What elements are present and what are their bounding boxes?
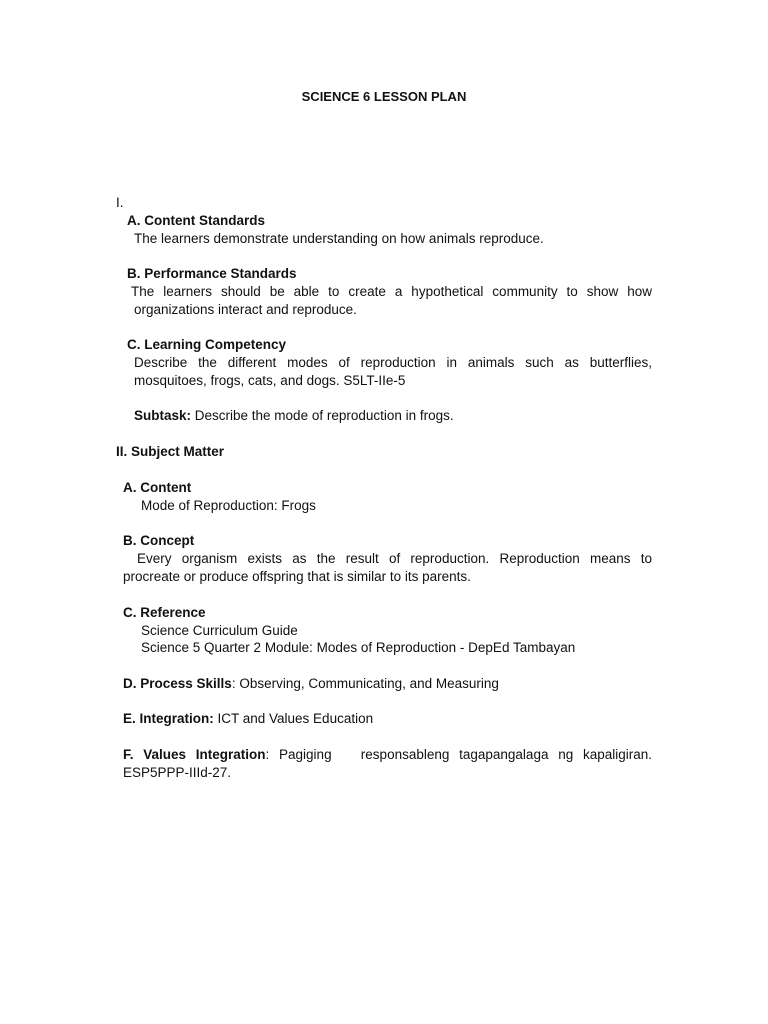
performance-standards-text-line2: organizations interact and reproduce. [134,302,357,317]
concept-text-line2: procreate or produce offspring that is similar to its parents. [123,569,471,584]
reference-heading: C. Reference [123,605,206,620]
document-title: SCIENCE 6 LESSON PLAN [301,89,467,104]
integration-text: ICT and Values Education [213,711,374,726]
subtask-label: Subtask: [134,408,192,423]
learning-competency-heading: C. Learning Competency [127,337,287,352]
process-skills-label: D. Process Skills [123,676,232,691]
subject-matter-heading: II. Subject Matter [116,444,225,459]
reference-item-2: Science 5 Quarter 2 Module: Modes of Reproduction - DepEd Tambayan [141,640,576,655]
concept-heading: B. Concept [123,533,195,548]
section-1-number: I. [116,195,124,210]
process-skills-line [123,675,499,693]
values-integration-line [123,746,652,764]
content-heading: A. Content [123,480,192,495]
integration-line [123,710,373,728]
values-integration-label: F. Values Integration [123,747,266,762]
concept-text-line1: Every organism exists as the result of reproduction. Reproduction means to [137,551,652,566]
content-text: Mode of Reproduction: Frogs [141,498,316,513]
content-standards-heading: A. Content Standards [127,213,266,228]
values-integration-text-line1: : Pagiging responsableng tagapangalaga ng kapaligiran. [265,747,653,762]
process-skills-text: : Observing, Communicating, and Measuring [231,676,499,691]
learning-competency-text-line2: mosquitoes, frogs, cats, and dogs. S5LT-IIe-5 [134,373,406,388]
subtask-line [134,407,454,425]
reference-item-1: Science Curriculum Guide [141,623,298,638]
performance-standards-heading: B. Performance Standards [127,266,297,281]
content-standards-text: The learners demonstrate understanding on how animals reproduce. [134,231,544,246]
performance-standards-text-line1: The learners should be able to create a hypothetical community to show how [131,284,652,299]
subtask-text: Describe the mode of reproduction in frogs. [191,408,454,423]
values-integration-text-line2: ESP5PPP-IIId-27. [123,765,232,780]
integration-label: E. Integration: [123,711,214,726]
learning-competency-text-line1: Describe the different modes of reproduction in animals such as butterflies, [134,355,652,370]
